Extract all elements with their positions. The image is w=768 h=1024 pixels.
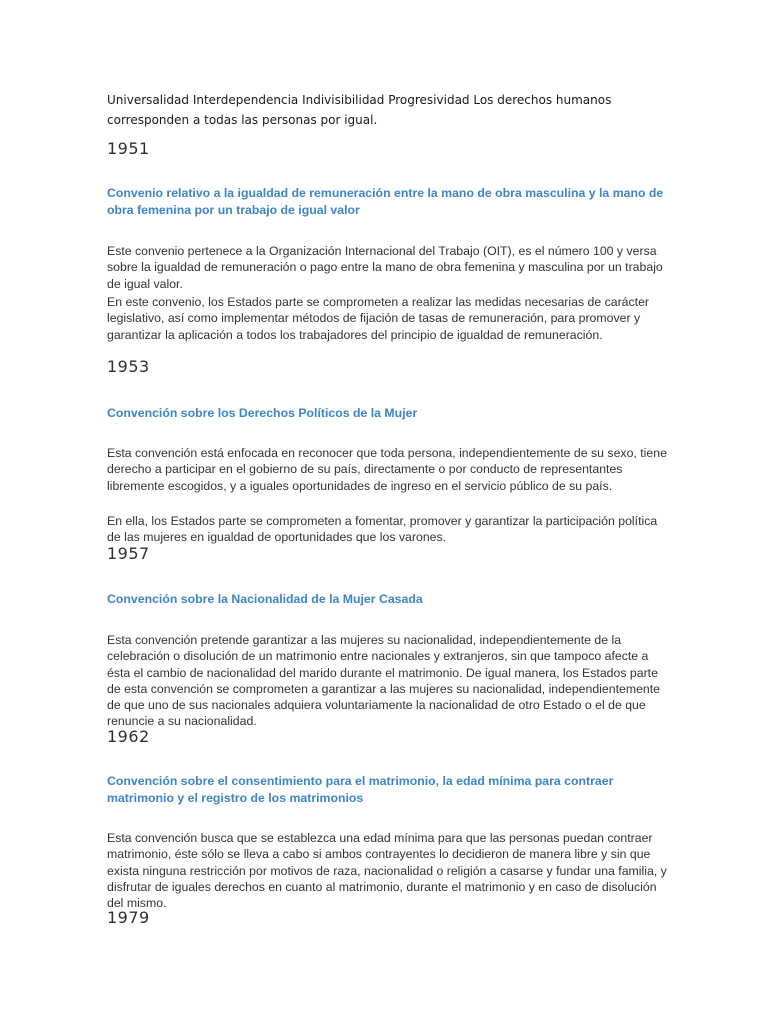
- year-1979: 1979: [107, 908, 150, 927]
- section-paragraph-1962-1: Esta convención busca que se establezca una edad mínima para que las personas puedan contraer matrimonio, éste sólo se lleva a cabo si ambos contrayentes lo decidieron de manera libre y sin que exista ninguna restricción por motivos de raza, nacionalidad o religión a casarse y fundar una familia, y disfrutar de iguales derechos en cuanto al matrimonio, durante el matrimonio y en caso de disolución del mismo.: [107, 831, 667, 911]
- year-1962: 1962: [107, 727, 150, 746]
- section-paragraph-1957-1: Esta convención pretende garantizar a las mujeres su nacionalidad, independientemente de la celebración o disolución de un matrimonio entre nacionales y extranjeros, sin que tampoco afecte a ésta el cambio de nacionalidad del marido durante el matrimonio. De igual manera, los Estados parte de esta convención se comprometen a garantizar a las mujeres su nacionalidad, independientemente de que uno de sus nacionales adquiera voluntariamente la nacionalidad de otro Estado o el de que renuncie a su nacionalidad.: [107, 633, 661, 729]
- year-1951: 1951: [107, 139, 150, 158]
- section-paragraph-1951-2: En este convenio, los Estados parte se comprometen a realizar las medidas necesarias de carácter legislativo, así como implementar métodos de fijación de tasas de remuneración, para promover y garantizar la aplicación a todos los trabajadores del principio de igualdad de remuneración.: [107, 295, 650, 342]
- section-paragraph-1953-1: Esta convención está enfocada en reconocer que toda persona, independientemente de su sexo, tiene derecho a participar en el gobierno de su país, directamente o por conducto de representantes libremente escogidos, y a iguales oportunidades de ingreso en el servicio público de su país.: [107, 446, 667, 493]
- section-heading-1951: Convenio relativo a la igualdad de remuneración entre la mano de obra masculina y la mano de obra femenina por un trabajo de igual valor: [107, 186, 664, 217]
- section-heading-1953: Convención sobre los Derechos Políticos de la Mujer: [107, 406, 418, 420]
- section-heading-1957: Convención sobre la Nacionalidad de la Mujer Casada: [107, 592, 423, 606]
- section-paragraph-1951-1: Este convenio pertenece a la Organización Internacional del Trabajo (OIT), es el número 100 y versa sobre la igualdad de remuneración o pago entre la mano de obra femenina y masculina por un trabajo de igual valor.: [107, 244, 663, 291]
- intro-paragraph: Universalidad Interdependencia Indivisibilidad Progresividad Los derechos humanos corresponden a todas las personas por igual.: [107, 93, 612, 127]
- section-heading-1962: Convención sobre el consentimiento para el matrimonio, la edad mínima para contraer matrimonio y el registro de los matrimonios: [107, 774, 614, 805]
- year-1953: 1953: [107, 357, 150, 376]
- year-1957: 1957: [107, 544, 150, 563]
- section-paragraph-1953-2: En ella, los Estados parte se comprometen a fomentar, promover y garantizar la participación política de las mujeres en igualdad de oportunidades que los varones.: [107, 514, 658, 545]
